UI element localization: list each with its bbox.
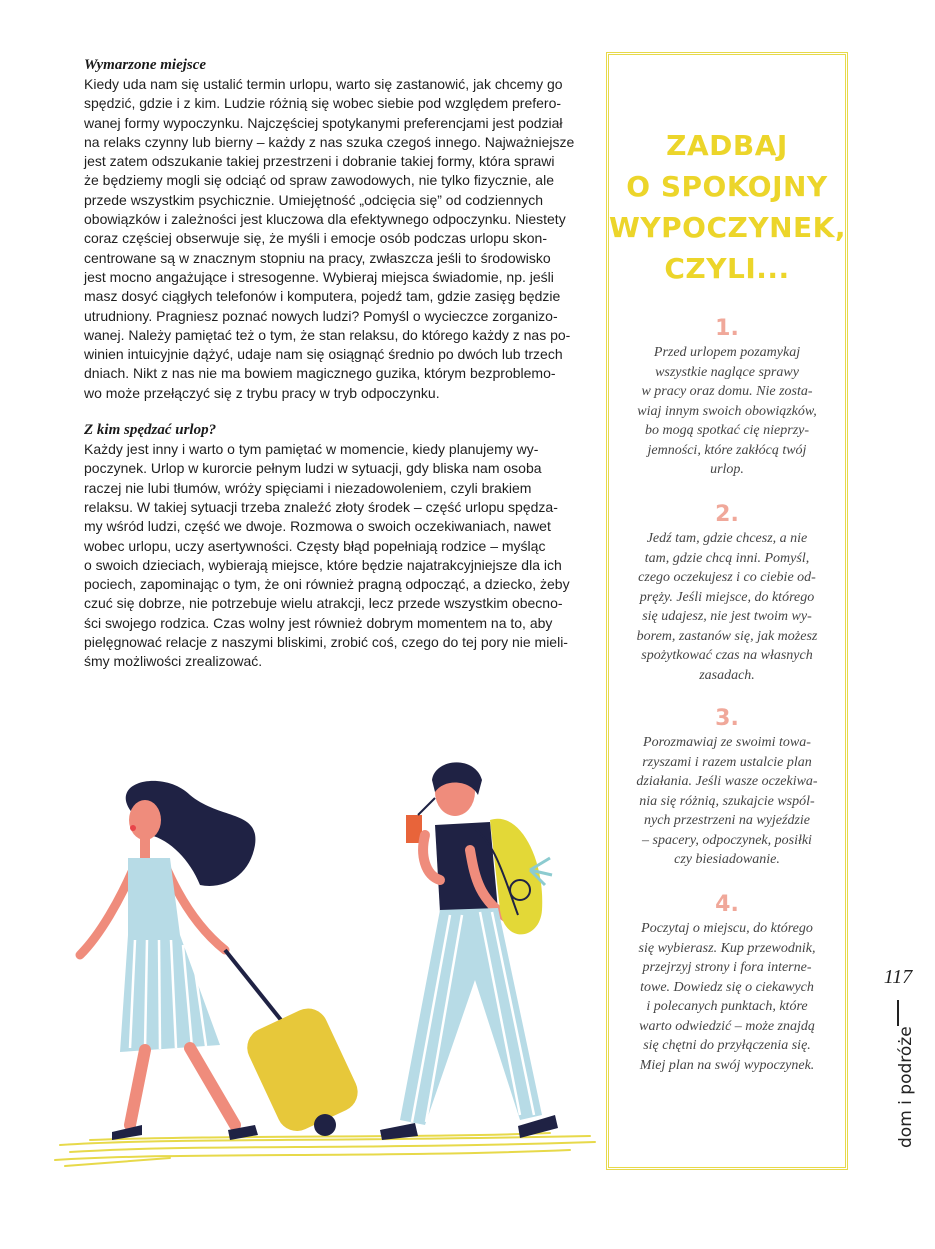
text-line: jest mocno angażujące i stresogenne. Wybieraj miejsca świadomie, np. jeśli [84,268,554,285]
woman-figure [80,781,364,1140]
sidebar-title-line: CZYLI... [664,252,790,285]
man-figure [380,762,558,1140]
text-line: na relaks czynny lub bierny – każdy z nas szuka czegoś innego. Najważniejsze [84,133,575,150]
tips-sidebar [606,52,848,1170]
tip-line: Przed urlopem pozamykaj [653,345,801,360]
text-line: my wśród ludzi, część we dwoje. Rozmowa o swoich oczekiwaniach, nawet [84,518,551,535]
tip-line: się wybierasz. Kup przewodnik, [638,940,816,956]
text-line: utrudniony. Pragniesz poznać nowych ludzi? Pomyśl o wycieczce zorganizo- [84,307,558,324]
sidebar-title [609,125,845,289]
text-line: winien intuicyjnie dążyć, udaje nam się osiągnąć średnio po dwóch lub trzech [84,346,563,363]
tip-line: Poczytaj o miejscu, do którego [641,921,813,936]
tip-number: 1. [715,316,739,341]
travellers-illustration [50,740,610,1180]
page-number-divider [897,1000,899,1026]
text-line: wanej formy wypoczynku. Najczęściej spotykanymi preferencjami jest podział [84,114,563,131]
tip-line: przejrzyj strony i fora interne- [642,960,812,975]
tip-line: i polecanych punktach, które [646,999,808,1014]
sidebar-title-line: O SPOKOJNY [626,170,828,203]
page-number: 117 [883,966,913,988]
text-line: masz dosyć ciągłych telefonów i komputera, pojedź tam, gdzie zasięg będzie [84,288,561,305]
text-line: czuć się dobrze, nie potrzebuje wielu atrakcji, lecz przede wszystkim obecno- [84,595,563,612]
tip-2 [617,503,837,685]
text-line: wobec urlopu, uczy asertywności. Częsty błąd popełniają rodzice – myśląc [84,537,546,554]
text-line: centrowane są w znacznym stopniu na pracy, zwłaszcza jeśli to środowisko [84,249,551,266]
text-line: że będziemy mogli się odciąć od spraw zawodowych, nie tylko fizycznie, ale [84,172,554,189]
text-line: relaksu. W takiej sytuacji trzeba znaleźć złoty środek – część urlopu spędza- [84,498,558,515]
text-line: ści swojego rodzica. Czas wolny jest również dobrym momentem na to, aby [84,614,553,631]
section-body-z-kim [84,440,596,672]
tip-line: towe. Dowiedz się o ciekawych [640,979,814,995]
tip-line: bo mogą spotkać cię nieprzy- [644,423,810,438]
text-line: spędzić, gdzie i z kim. Ludzie różnią się wobec siebie pod względem prefero- [84,95,562,112]
text-line: przede wszystkim psychicznie. Umiejętność „odcięcia się” od codziennych [84,191,544,208]
section-body-wymarzone [84,75,596,403]
text-line: wo może przełączyć się z trybu pracy w tryb odpoczynku. [84,384,440,401]
text-line: Kiedy uda nam się ustalić termin urlopu, warto się zastanowić, jak chcemy go [84,76,563,92]
tip-line: Jedź tam, gdzie chcesz, a nie [646,531,808,546]
tip-text [617,343,837,480]
text-line: obowiązków i zależności jest kluczowa dla efektywnego odpoczynku. Niestety [84,211,566,228]
tip-1 [617,317,837,480]
tip-line: wiaj innym swoich obowiązków, [637,403,817,419]
text-line: Każdy jest inny i warto o tym pamiętać w momencie, kiedy planujemy wy- [84,441,539,458]
tip-line: działania. Jeśli wasze oczekiwa- [636,774,818,789]
tip-number: 2. [715,502,739,527]
tip-line: spożytkować czas na własnych [641,648,813,663]
tip-number: 4. [715,892,739,917]
tip-line: Porozmawiaj ze swoimi towa- [643,735,811,750]
text-line: jest zatem odszukanie takiej przestrzeni i dobranie takiej formy, która sprawi [84,153,555,170]
tip-line: urlop. [710,462,744,477]
tip-line: tam, gdzie chcą inni. Pomyśl, [644,550,810,566]
text-line: coraz częściej obserwuje się, że myśli i emocje osób podczas urlopu skon- [84,230,547,247]
tip-line: Miej plan na swój wypoczynek. [639,1057,815,1073]
tip-line: czego oczekujesz i co ciebie od- [638,570,816,585]
tip-line: nia się różnią, szukajcie wspól- [639,793,815,809]
text-line: raczej nie lubi tłumów, wróży spięciami i niezadowoleniem, czyli brakiem [84,479,532,496]
text-line: pielęgnować relacje z naszymi bliskimi, zrobić coś, czego do tej pory nie mieli- [84,634,568,651]
section-title-wymarzone: Wymarzone miejsce [84,57,207,73]
sidebar-title-line: WYPOCZYNEK, [609,211,847,244]
tip-line: borem, zastanów się, jak możesz [636,628,818,644]
tip-line: jemności, które zakłócą twój [647,442,807,458]
tip-line: rzyszami i razem ustalcie plan [642,754,812,770]
tip-line: zasadach. [699,667,755,683]
ground-scribble [55,1133,595,1166]
tip-text [617,919,837,1075]
tip-line: nych przestrzeni na wyjeździe [643,813,811,828]
tip-text [617,529,837,685]
text-line: śmy możliwości zrealizować. [84,653,263,670]
text-line: wanej. Należy pamiętać też o tym, że stan relaksu, do którego każdy z nas po- [84,326,571,343]
tip-line: pręży. Jeśli miejsce, do którego [639,589,815,605]
tip-line: w pracy oraz domu. Nie zosta- [641,384,813,399]
article-body [84,56,596,672]
text-line: o swoich dzieciach, wybierają miejsce, które będzie najatrakcyjniejsze dla ich [84,556,562,573]
section-title-z-kim: Z kim spędzać urlop? [84,422,217,439]
tip-line: warto odwiedzić – może znajdą [639,1018,815,1034]
tip-line: wszystkie naglące sprawy [655,364,799,380]
text-line: pociech, zapominając o tym, że oni również pragną odpocząć, a dziecko, żeby [84,576,570,593]
sidebar-title-line: ZADBAJ [666,129,788,162]
tip-line: się chętni do przyłączenia się. [643,1038,811,1053]
text-line: poczynek. Urlop w kurorcie pełnym ludzi w sytuacji, gdy bliska nam osoba [84,460,542,477]
tip-3 [617,707,837,870]
tip-line: się udajesz, nie jest twoim wy- [642,609,812,624]
tip-4 [617,893,837,1075]
tip-line: czy biesiadowanie. [674,852,780,867]
tip-text [617,733,837,870]
tip-line: – spacery, odpoczynek, posiłki [642,832,812,848]
tip-number: 3. [715,706,739,731]
section-name: dom i podróże [896,1026,916,1148]
text-line: dniach. Nikt z nas nie ma bowiem magicznego guzika, którym bezproblemo- [84,365,556,382]
